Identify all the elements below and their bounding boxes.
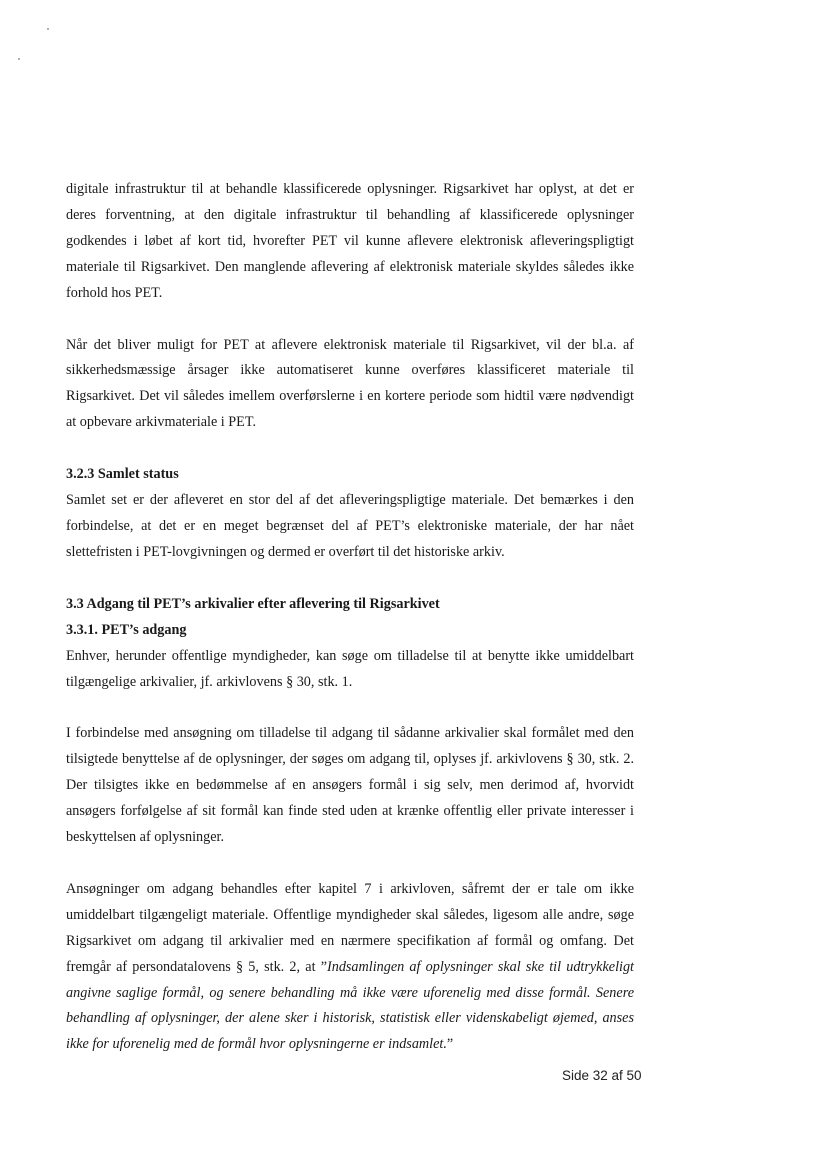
page-number: Side 32 af 50 xyxy=(562,1068,642,1083)
closing-quote: ” xyxy=(446,1036,454,1053)
paragraph: digitale infrastruktur til at behandle klassificerede oplysninger. Rigsarkivet har oplyst, at det er deres forventning, at den digitale infrastruktur til behandling af klassificerede oplysninger godkendes i løbet af kort tid, hvorefter PET vil kunne aflevere elektronisk afleveringspligtigt materiale til Rigsarkivet. Den manglende aflevering af elektronisk materiale skyldes således ikke forhold hos PET. xyxy=(66,181,634,301)
paragraph: Samlet set er der afleveret en stor del af det afleveringspligtige materiale. Det bemærkes i den forbindelse, at det er en meget begrænset del af PET’s elektroniske materiale, der har nået slettefristen i PET-lovgivningen og dermed er overført til det historiske arkiv. xyxy=(66,492,634,560)
paragraph-with-quote xyxy=(66,877,634,1058)
section-heading: 3.3 Adgang til PET’s arkivalier efter aflevering til Rigsarkivet xyxy=(66,595,440,612)
quoted-law-text: Indsamlingen af oplysninger skal ske til udtrykkeligt angivne saglige formål, og senere behandling må ikke være uforenelig med disse formål. Senere behandling af oplysninger, der alene sker i historisk, statistisk eller videnskabeligt øjemed, anses ikke for uforenelig med de formål hvor oplysningerne er indsamlet. xyxy=(66,958,634,1053)
paragraph-text: Ansøgninger om adgang behandles efter kapitel 7 i arkivloven, såfremt der er tale om ikke umiddelbart tilgængeligt materiale. Offentlige myndigheder skal således, ligesom alle andre, søge Rigsarkivet om adgang til arkivalier med en nærmere specifikation af formål og omfang. Det fremgår af persondatalovens § 5, stk. 2, at ” xyxy=(66,880,634,975)
scan-speck xyxy=(18,58,20,60)
subsection-heading: 3.3.1. PET’s adgang xyxy=(66,621,187,638)
page-body xyxy=(66,177,634,1058)
paragraph: Når det bliver muligt for PET at aflevere elektronisk materiale til Rigsarkivet, vil der bl.a. af sikkerhedsmæssige årsager ikke automatiseret kunne overføres klassificeret materiale til Rigsarkivet. Det vil således imellem overførslerne i en kortere periode som hidtil være nødvendigt at opbevare arkivmateriale i PET. xyxy=(66,336,634,431)
paragraph: I forbindelse med ansøgning om tilladelse til adgang til sådanne arkivalier skal formålet med den tilsigtede benyttelse af de oplysninger, der søges om adgang til, oplyses jf. arkivlovens § 30, stk. 2. Der tilsigtes ikke en bedømmelse af en ansøgers formål i sig selv, men derimod af, hvorvidt ansøgers forfølgelse af sit formål kan finde sted uden at krænke offentlig eller private interesser i beskyttelsen af oplysninger. xyxy=(66,725,634,846)
scan-speck xyxy=(47,28,49,30)
paragraph: Enhver, herunder offentlige myndigheder, kan søge om tilladelse til at benytte ikke umiddelbart tilgængelige arkivalier, jf. arkivlovens § 30, stk. 1. xyxy=(66,647,634,690)
section-heading: 3.2.3 Samlet status xyxy=(66,466,179,483)
